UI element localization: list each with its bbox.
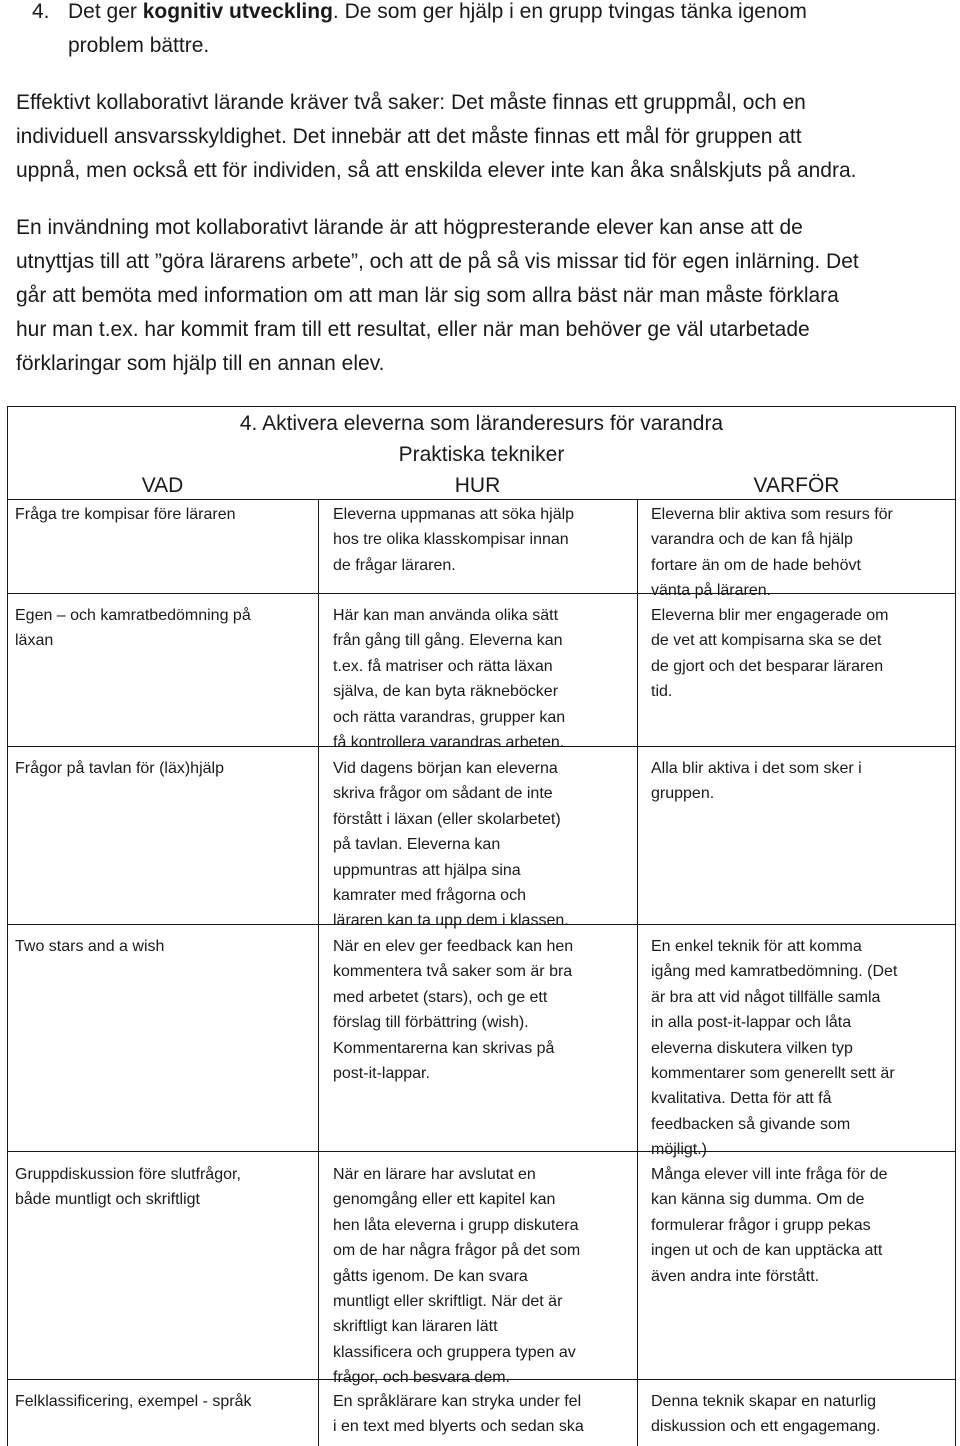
cell-text-line: läxan <box>15 632 54 650</box>
cell-text-line: Eleverna blir aktiva som resurs för <box>651 506 893 523</box>
cell-text-line: En enkel teknik för att komma <box>651 938 862 955</box>
cell-hur <box>333 756 569 934</box>
cell-text-line: Gruppdiskussion före slutfrågor, <box>15 1166 241 1183</box>
cell-text-line: i en text med blyerts och sedan ska <box>333 1418 584 1436</box>
cell-text-line: kamrater med frågorna och <box>333 887 526 905</box>
paragraph-2-line: hur man t.ex. har kommit fram till ett resultat, eller när man behöver ge väl utarbetade <box>16 318 810 341</box>
cell-text-line: genomgång eller ett kapitel kan <box>333 1191 556 1209</box>
cell-text-line: Frågor på tavlan för (läx)hjälp <box>15 760 224 777</box>
cell-text-line: från gång till gång. Eleverna kan <box>333 632 563 650</box>
cell-text-line: Felklassificering, exempel - språk <box>15 1393 252 1410</box>
cell-text-line: eleverna diskutera vilken typ <box>651 1039 853 1057</box>
cell-text-line: förslag till förbättring (wish). <box>333 1014 529 1032</box>
cell-text-line: även andra inte förstått. <box>651 1267 820 1285</box>
column-divider <box>637 499 638 1446</box>
cell-text-line: de gjort och det besparar läraren <box>651 657 884 675</box>
cell-text-line: både muntligt och skriftligt <box>15 1191 200 1209</box>
cell-text-line: varandra och de kan få hjälp <box>651 531 853 549</box>
cell-text-line: Alla blir aktiva i det som sker i <box>651 760 862 777</box>
cell-text-line: är bra att vid något tillfälle samla <box>651 988 881 1006</box>
cell-varfor <box>651 756 862 807</box>
list-item-4 <box>32 0 807 23</box>
cell-text-line: Många elever vill inte fråga för de <box>651 1166 888 1183</box>
cell-text-line: läraren kan ta upp dem i klassen. <box>333 912 569 930</box>
cell-text-line: om de har några frågor på det som <box>333 1242 581 1260</box>
list-item-line2: problem bättre. <box>68 34 210 57</box>
cell-text-line: kan känna sig dumma. Om de <box>651 1191 865 1209</box>
cell-text-line: tid. <box>651 683 673 701</box>
header-divider <box>7 499 956 500</box>
cell-text-line: vänta på läraren. <box>651 582 772 600</box>
cell-vad <box>15 1389 252 1414</box>
cell-text-line: muntligt eller skriftligt. När det är <box>333 1293 563 1311</box>
list-item-prefix: Det ger <box>68 0 143 23</box>
cell-text-line: formulerar frågor i grupp pekas <box>651 1216 871 1234</box>
cell-vad <box>15 756 224 781</box>
table-border-right <box>955 406 956 1446</box>
column-header-vad: VAD <box>141 474 184 497</box>
paragraph-2-line: förklaringar som hjälp till en annan elev. <box>16 352 385 375</box>
cell-text-line: kommentarer som generellt sett är <box>651 1065 895 1083</box>
cell-text-line: Kommentarerna kan skrivas på <box>333 1039 555 1057</box>
cell-vad <box>15 1162 241 1213</box>
cell-text-line: En språklärare kan stryka under fel <box>333 1393 582 1410</box>
cell-hur <box>333 934 573 1086</box>
cell-hur <box>333 1162 580 1391</box>
cell-text-line: Vid dagens början kan eleverna <box>333 760 558 777</box>
cell-varfor <box>651 603 888 705</box>
column-header-varfor: VARFÖR <box>753 474 840 497</box>
table-subtitle: Praktiska tekniker <box>398 443 565 466</box>
cell-text-line: in alla post-it-lappar och låta <box>651 1014 852 1032</box>
cell-text-line: gruppen. <box>651 785 715 803</box>
table-border-left <box>7 406 8 1446</box>
cell-text-line: med arbetet (stars), och ge ett <box>333 988 548 1006</box>
paragraph-1-line: individuell ansvarsskyldighet. Det innebär att det måste finnas ett mål för gruppen att <box>16 125 802 148</box>
cell-text-line: kvalitativa. Detta för att få <box>651 1090 832 1108</box>
list-item-suffix: . De som ger hjälp i en grupp tvingas tänka igenom <box>332 0 807 23</box>
cell-text-line: skriftligt kan läraren lätt <box>333 1318 498 1336</box>
cell-text-line: feedbacken så givande som <box>651 1115 851 1133</box>
list-number: 4. <box>32 0 50 23</box>
cell-varfor <box>651 502 893 604</box>
table-border-top <box>7 406 956 407</box>
cell-text-line: diskussion och ett engagemang. <box>651 1418 881 1436</box>
cell-text-line: på tavlan. Eleverna kan <box>333 836 501 854</box>
cell-text-line: själva, de kan byta räkneböcker <box>333 683 559 701</box>
cell-text-line: kommentera två saker som är bra <box>333 963 573 981</box>
cell-text-line: fortare än om de hade behövt <box>651 556 861 574</box>
cell-vad <box>15 502 236 527</box>
table-title: 4. Aktivera eleverna som läranderesurs för varandra <box>239 412 724 435</box>
paragraph-2-line: En invändning mot kollaborativt lärande är att högpresterande elever kan anse att de <box>16 216 803 239</box>
cell-text-line: Eleverna uppmanas att söka hjälp <box>333 506 575 523</box>
cell-text-line: frågor, och besvara dem. <box>333 1369 510 1387</box>
cell-text-line: post-it-lappar. <box>333 1065 430 1083</box>
cell-varfor <box>651 1389 880 1440</box>
cell-text-line: få kontrollera varandras arbeten. <box>333 734 565 752</box>
cell-text-line: klassificera och gruppera typen av <box>333 1343 576 1361</box>
cell-text-line: Egen – och kamratbedömning på <box>15 607 251 624</box>
cell-text-line: Eleverna blir mer engagerade om <box>651 607 889 624</box>
cell-vad <box>15 603 251 654</box>
cell-text-line: Här kan man använda olika sätt <box>333 607 559 624</box>
cell-text-line: möjligt.) <box>651 1141 708 1159</box>
cell-text-line: och rätta varandras, grupper kan <box>333 708 566 726</box>
cell-text-line: de vet att kompisarna ska se det <box>651 632 882 650</box>
cell-text-line: När en elev ger feedback kan hen <box>333 938 574 955</box>
cell-hur <box>333 603 565 755</box>
techniques-table <box>7 406 956 1446</box>
cell-varfor <box>651 934 897 1163</box>
list-item-bold: kognitiv utveckling <box>142 0 333 23</box>
cell-vad <box>15 934 164 959</box>
cell-text-line: uppmuntras att hjälpa sina <box>333 861 521 879</box>
cell-text-line: Denna teknik skapar en naturlig <box>651 1393 877 1410</box>
cell-text-line: skriva frågor om sådant de inte <box>333 785 553 803</box>
paragraph-2-line: utnyttjas till att ”göra lärarens arbete”, och att de på så vis missar tid för egen inlärning. Det <box>16 250 859 273</box>
paragraph-2-line: går att bemöta med information om att man lär sig som allra bäst när man måste förklara <box>16 284 839 307</box>
cell-text-line: ingen ut och de kan upptäcka att <box>651 1242 883 1260</box>
paragraph-1-line: uppnå, men också ett för individen, så att enskilda elever inte kan åka snålskjuts på andra. <box>16 159 857 182</box>
cell-hur <box>333 502 574 578</box>
paragraph-1-line: Effektivt kollaborativt lärande kräver två saker: Det måste finnas ett gruppmål, och en <box>16 91 806 114</box>
cell-text-line: När en lärare har avslutat en <box>333 1166 536 1183</box>
cell-text-line: hos tre olika klasskompisar innan <box>333 531 569 549</box>
cell-text-line: t.ex. få matriser och rätta läxan <box>333 657 553 675</box>
cell-text-line: gåtts igenom. De kan svara <box>333 1267 528 1285</box>
cell-text-line: hen låta eleverna i grupp diskutera <box>333 1216 579 1234</box>
cell-varfor <box>651 1162 888 1289</box>
cell-text-line: Two stars and a wish <box>15 938 165 955</box>
cell-text-line: förstått i läxan (eller skolarbetet) <box>333 810 561 828</box>
column-divider <box>318 499 319 1446</box>
cell-text-line: Fråga tre kompisar före läraren <box>15 506 236 523</box>
cell-hur <box>333 1389 584 1440</box>
cell-text-line: igång med kamratbedömning. (Det <box>651 963 898 981</box>
column-header-hur: HUR <box>454 474 501 497</box>
cell-text-line: de frågar läraren. <box>333 556 456 574</box>
